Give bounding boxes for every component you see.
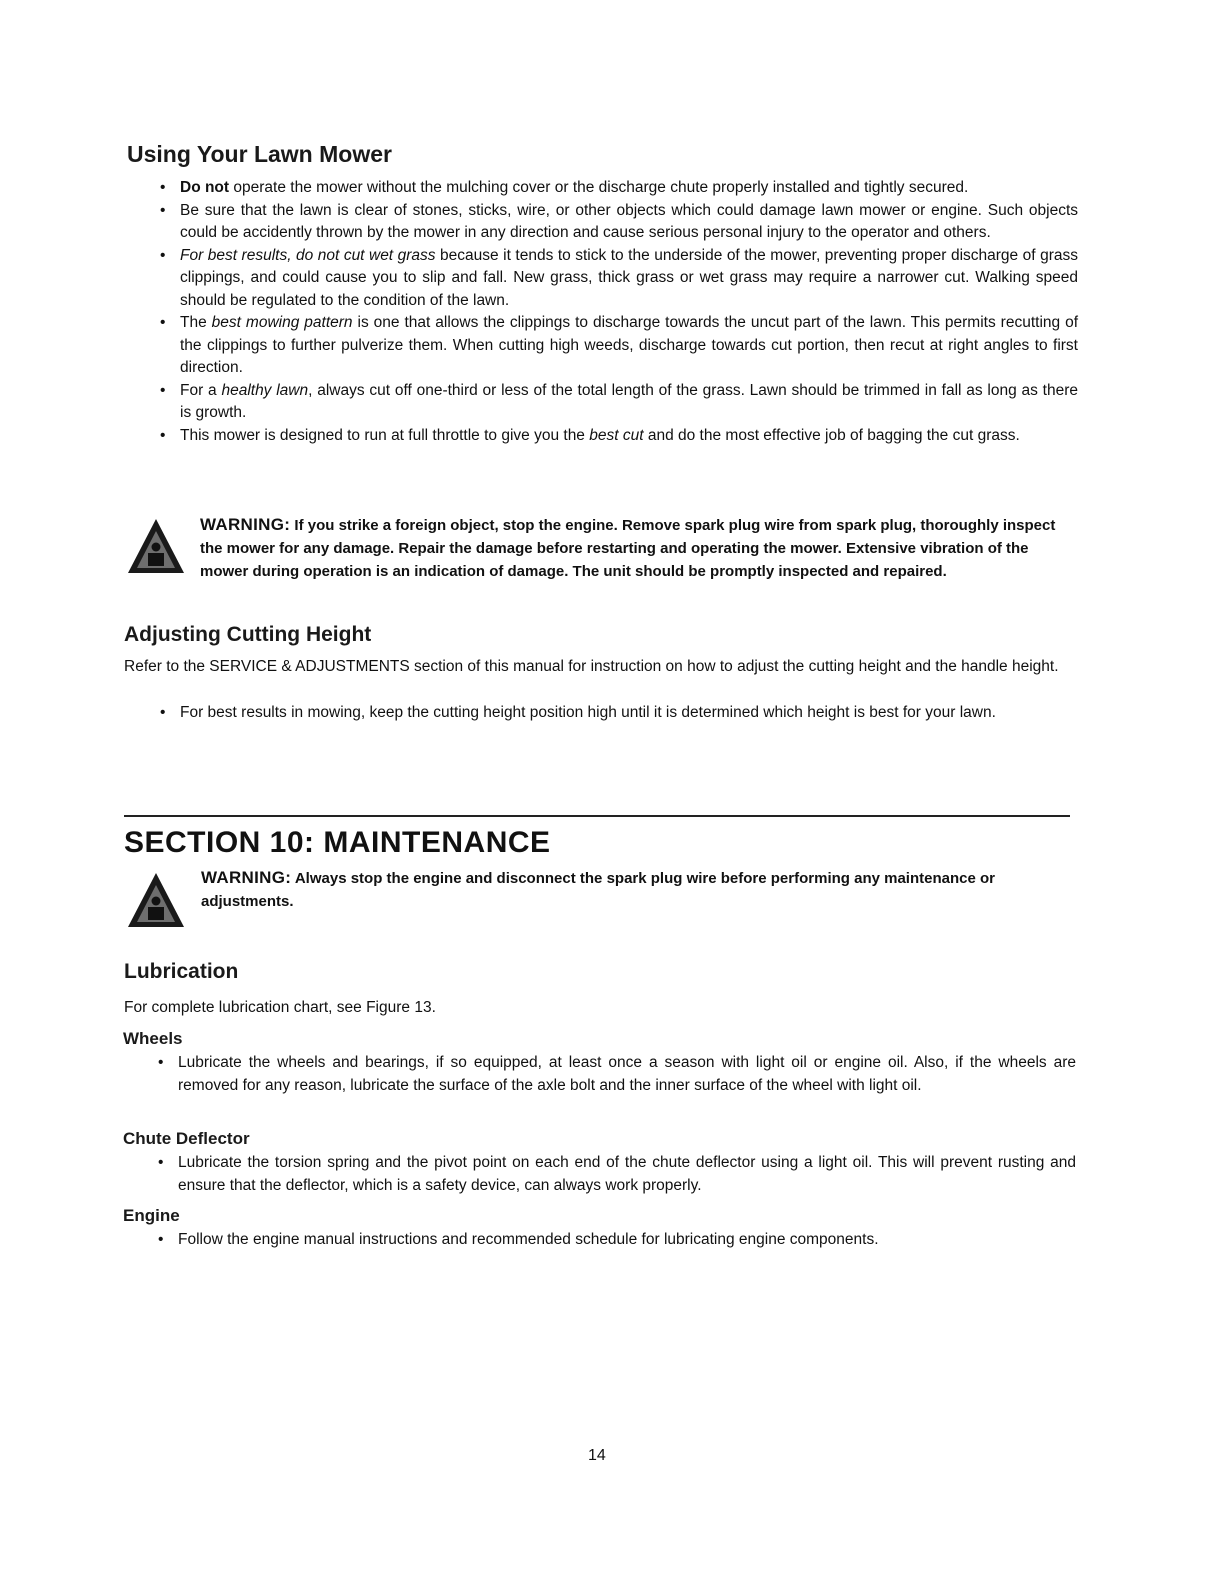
heading-using-lawn-mower: Using Your Lawn Mower	[127, 141, 392, 167]
list-item: • Lubricate the wheels and bearings, if so equipped, at least once a season with light oil or engine oil. Also, if the wheels are removed for any reason, lubricate the surface of the axle bolt and the inner surface of the wheel with light oil.	[156, 1052, 1076, 1097]
chute-bullet-list	[156, 1152, 1076, 1197]
section-title: SECTION 10: MAINTENANCE	[124, 826, 551, 859]
wheels-bullet-list	[156, 1052, 1076, 1097]
list-item: • For best results, do not cut wet grass because it tends to stick to the underside of the mower, preventing proper discharge of grass clippings, and could cause you to slip and fall. New grass, thick grass or wet grass may require a narrower cut. Walking speed should be regulated to the condition of the lawn.	[158, 245, 1078, 313]
page-number: 14	[588, 1447, 606, 1464]
heading-lubrication: Lubrication	[124, 960, 239, 983]
list-item: • The best mowing pattern is one that allows the clippings to discharge towards the uncut part of the lawn. This permits recutting of the clippings to further pulverize them. When cutting high weeds, discharge towards cut portion, then recut at right angles to first direction.	[158, 312, 1078, 380]
heading-wheels: Wheels	[123, 1029, 183, 1048]
list-item: • Be sure that the lawn is clear of stones, sticks, wire, or other objects which could damage lawn mower or engine. Such objects could be accidently thrown by the mower in any direction and cause serious personal injury to the operator and others.	[158, 200, 1078, 245]
cutting-height-bullet-list	[158, 702, 1078, 725]
cutting-height-paragraph: Refer to the SERVICE & ADJUSTMENTS section of this manual for instruction on how to adjust the cutting height and the handle height.	[124, 658, 1059, 675]
lubrication-paragraph: For complete lubrication chart, see Figure 13.	[124, 999, 436, 1016]
using-bullet-list	[158, 177, 1078, 447]
warning-foreign-object: WARNING: If you strike a foreign object, stop the engine. Remove spark plug wire from spark plug, thoroughly inspect the mower for any damage. Repair the damage before restarting and operating the mower. Extensive vibration of the mower during operation is an indication of damage. The unit should be promptly inspected and repaired.	[200, 515, 1056, 580]
list-item: • Follow the engine manual instructions and recommended schedule for lubricating engine components.	[156, 1229, 1076, 1252]
list-item: • Do not operate the mower without the mulching cover or the discharge chute properly installed and tightly secured.	[158, 177, 1078, 200]
list-item: • For best results in mowing, keep the cutting height position high until it is determined which height is best for your lawn.	[158, 702, 1078, 725]
list-item: • Lubricate the torsion spring and the pivot point on each end of the chute deflector using a light oil. This will prevent rusting and ensure that the deflector, which is a safety device, can always work properly.	[156, 1152, 1076, 1197]
heading-adjusting-cutting-height: Adjusting Cutting Height	[124, 623, 372, 646]
list-item: • This mower is designed to run at full throttle to give you the best cut and do the most effective job of bagging the cut grass.	[158, 425, 1078, 448]
section-divider	[124, 815, 1070, 817]
warning-triangle-icon	[126, 517, 186, 575]
warning-maintenance: WARNING: Always stop the engine and disconnect the spark plug wire before performing any maintenance or adjustments.	[201, 868, 995, 910]
warning-triangle-icon	[126, 871, 186, 929]
heading-engine: Engine	[123, 1206, 180, 1225]
heading-chute-deflector: Chute Deflector	[123, 1129, 250, 1148]
list-item: • For a healthy lawn, always cut off one-third or less of the total length of the grass. Lawn should be trimmed in fall as long as there is growth.	[158, 380, 1078, 425]
engine-bullet-list	[156, 1229, 1076, 1252]
